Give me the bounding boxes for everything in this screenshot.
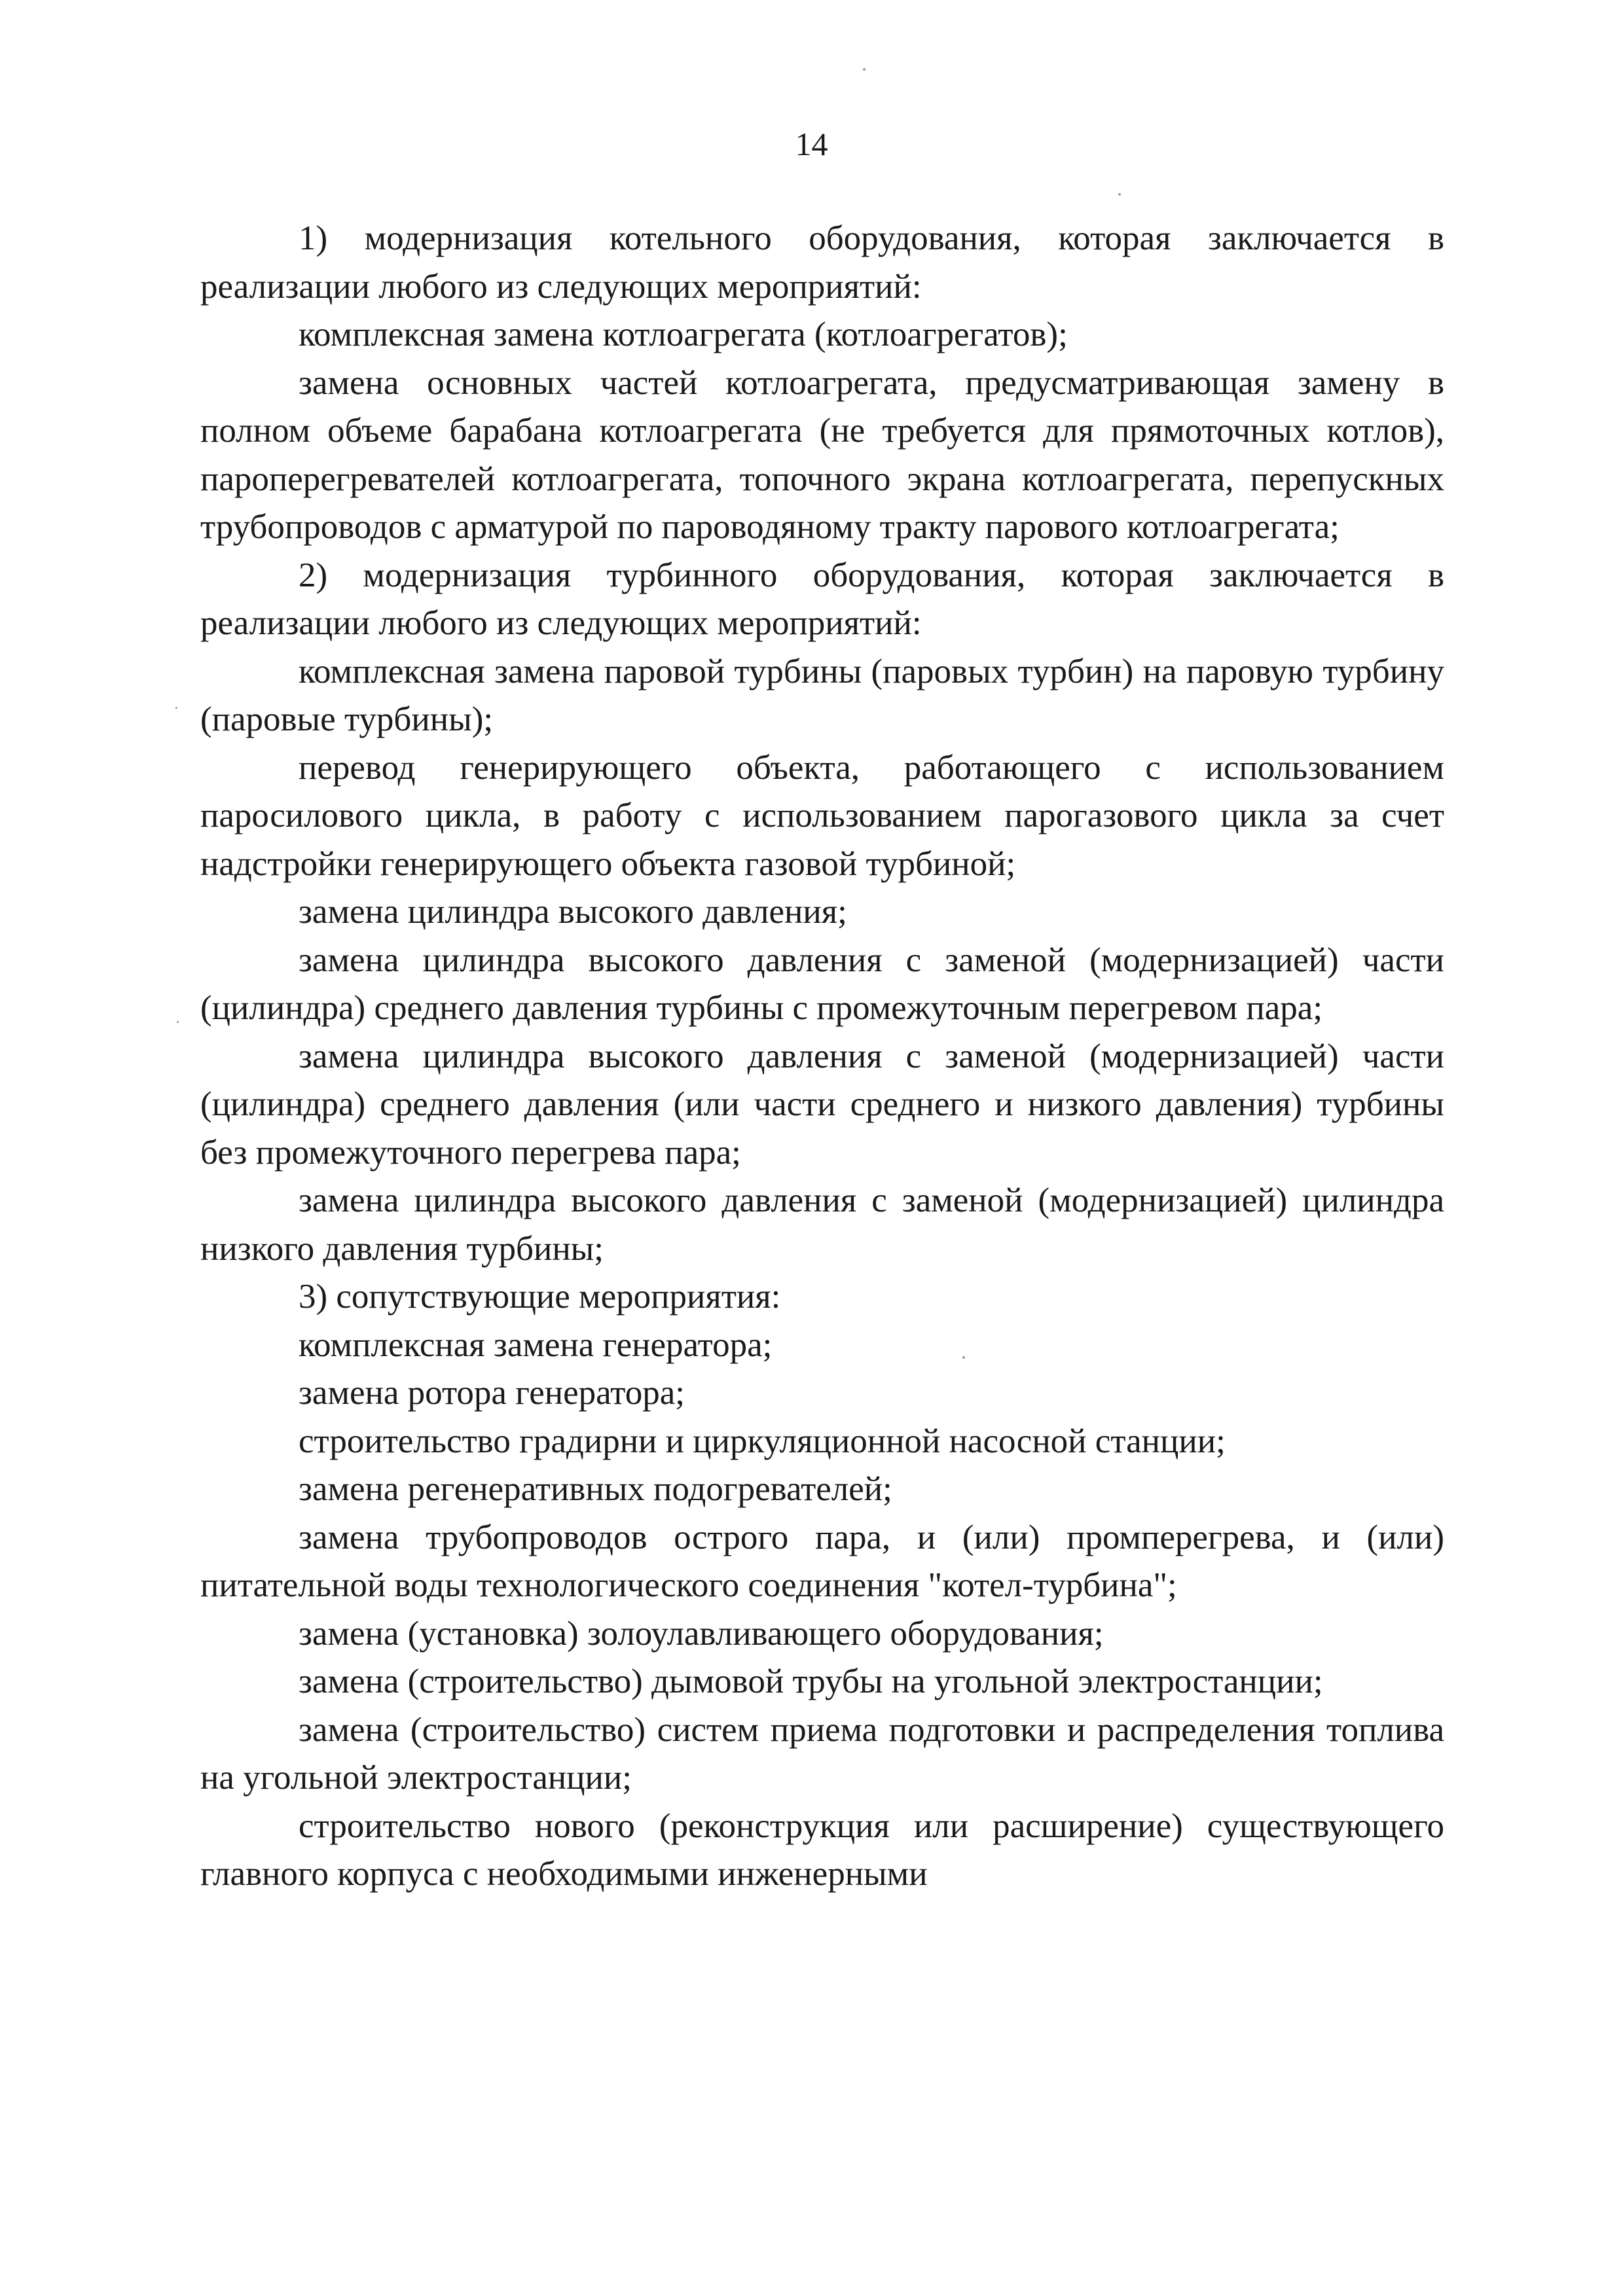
paragraph-hp-cylinder-with-reheat: замена цилиндра высокого давления с заменой (модернизацией) части (цилиндра) среднего давления турбины с промежуточным перегревом пара; [200, 941, 1444, 1027]
paragraph-hp-lp-cylinder: замена цилиндра высокого давления с заменой (модернизацией) цилиндра низкого давления турбины; [200, 1181, 1444, 1268]
paragraph-hp-cylinder-without-reheat: замена цилиндра высокого давления с заменой (модернизацией) части (цилиндра) среднего давления (или части среднего и низкого давления) турбины без промежуточного перегрева пара; [200, 1037, 1444, 1172]
paragraph-hp-cylinder: замена цилиндра высокого давления; [299, 893, 847, 931]
scan-speck [962, 1356, 965, 1359]
paragraph-ash-collection: замена (установка) золоулавливающего оборудования; [299, 1614, 1104, 1653]
paragraph-chimney: замена (строительство) дымовой трубы на угольной электростанции; [299, 1662, 1323, 1700]
paragraph-fuel-systems: замена (строительство) систем приема подготовки и распределения топлива на угольной электростанции; [200, 1710, 1444, 1797]
document-body [200, 215, 1444, 1899]
paragraph-combined-cycle-conversion: перевод генерирующего объекта, работающего с использованием паросилового цикла, в работу с использованием парогазового цикла за счет надстройки генерирующего объекта газовой турбиной; [200, 748, 1444, 883]
paragraph-generator-replacement: комплексная замена генератора; [299, 1325, 773, 1364]
scan-speck [175, 707, 177, 709]
paragraph-turbine-modernization: 2) модернизация турбинного оборудования, которая заключается в реализации любого из следующих мероприятий: [200, 556, 1444, 642]
paragraph-turbine-replacement: комплексная замена паровой турбины (паровых турбин) на паровую турбину (паровые турбины); [200, 652, 1444, 738]
paragraph-regenerative-heaters: замена регенеративных подогревателей; [299, 1470, 892, 1508]
paragraph-boiler-modernization: 1) модернизация котельного оборудования, которая заключается в реализации любого из следующих мероприятий: [200, 219, 1444, 306]
paragraph-main-building: строительство нового (реконструкция или расширение) существующего главного корпуса с необходимыми инженерными [200, 1806, 1444, 1893]
paragraph-boiler-parts-replacement: замена основных частей котлоагрегата, предусматривающая замену в полном объеме барабана котлоагрегата (не требуется для прямоточных котлов), пароперегревателей котлоагрегата, топочного экрана котлоагрегата, перепускных трубопроводов с арматурой по пароводяному тракту парового котлоагрегата; [200, 363, 1444, 546]
scan-speck [863, 68, 866, 71]
paragraph-boiler-replacement: комплексная замена котлоагрегата (котлоагрегатов); [299, 315, 1068, 353]
paragraph-cooling-tower: строительство градирни и циркуляционной насосной станции; [299, 1422, 1226, 1460]
paragraph-related-measures: 3) сопутствующие мероприятия: [299, 1278, 781, 1316]
paragraph-generator-rotor: замена ротора генератора; [299, 1374, 685, 1412]
paragraph-steam-pipelines: замена трубопроводов острого пара, и (или) промперегрева, и (или) питательной воды технологического соединения "котел-турбина"; [200, 1518, 1444, 1604]
page-number: 14 [795, 126, 828, 162]
scan-speck [1118, 193, 1121, 196]
scan-speck [177, 1021, 179, 1023]
